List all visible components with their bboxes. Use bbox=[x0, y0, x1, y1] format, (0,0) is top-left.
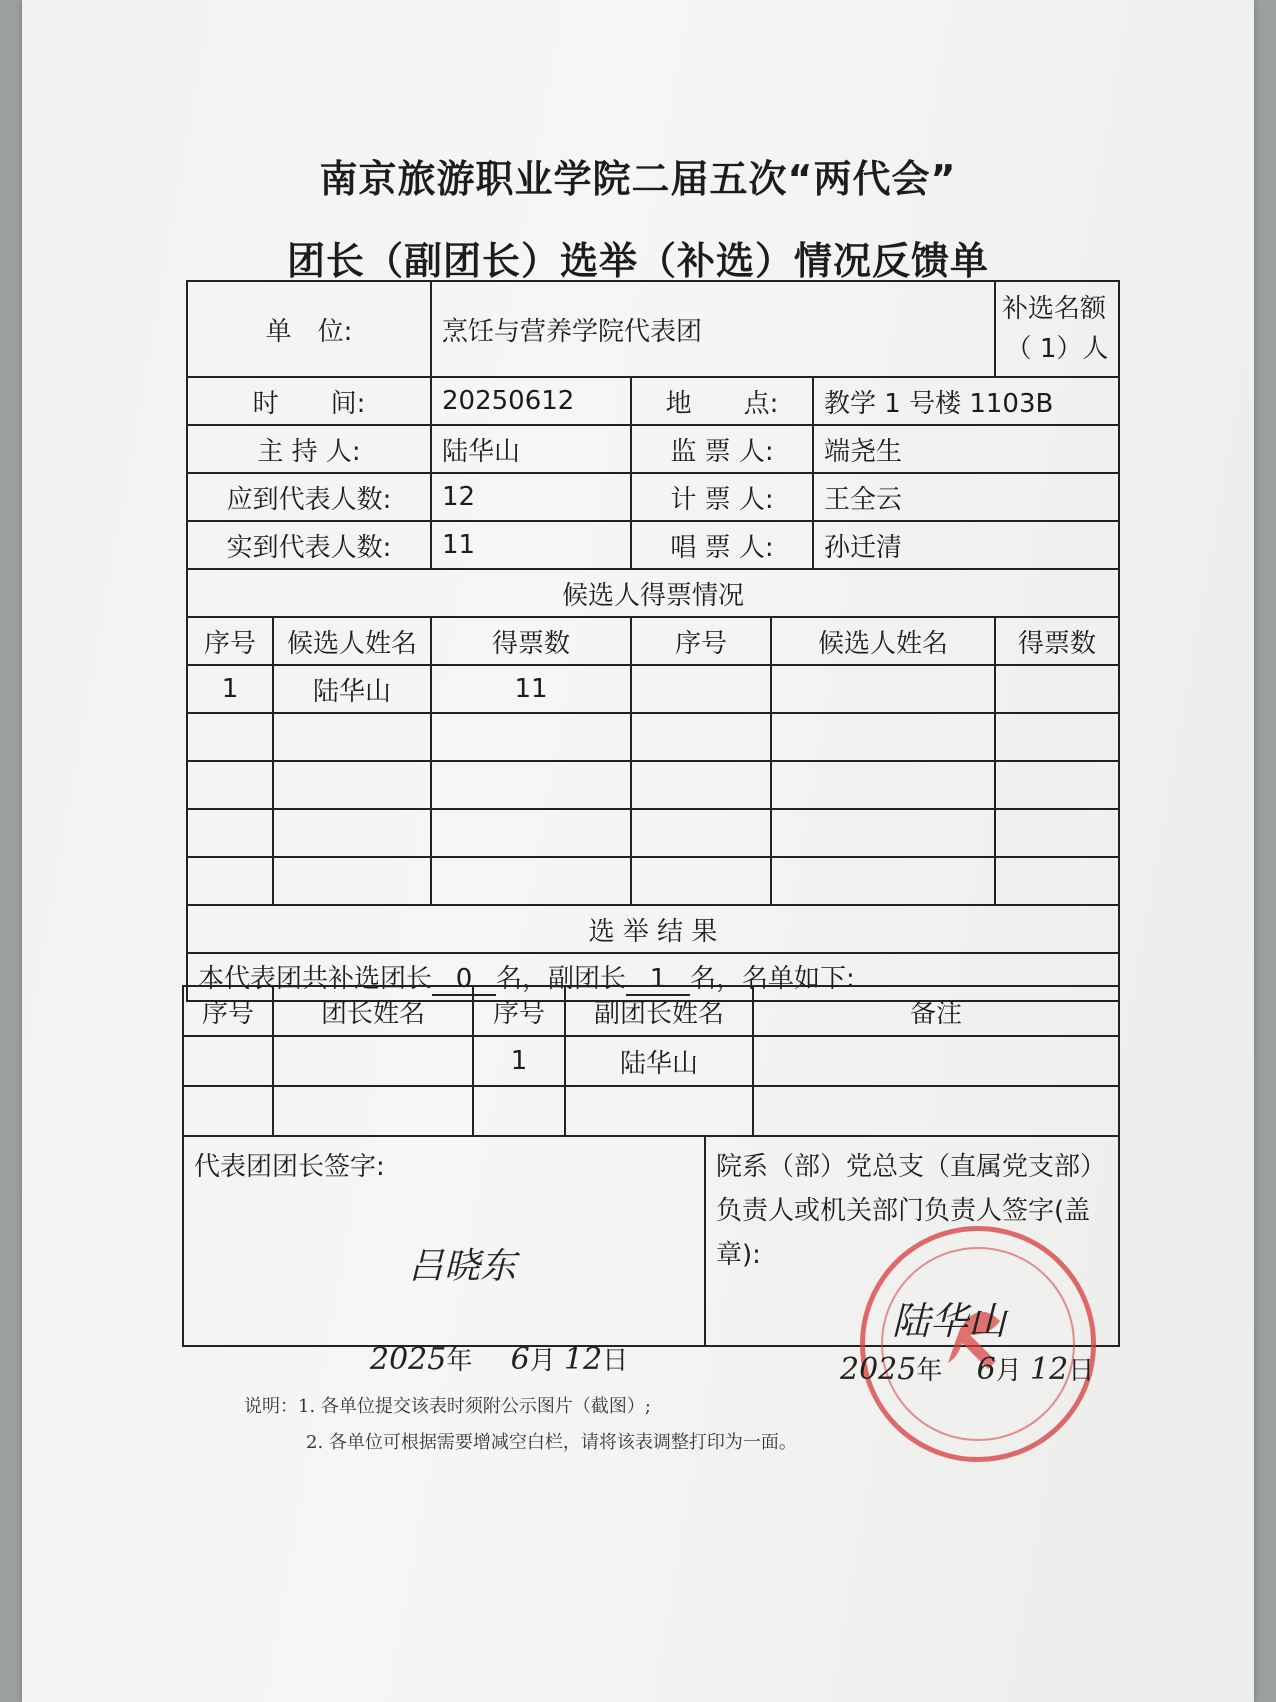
summary-prefix: 本代表团共补选团长 bbox=[198, 964, 433, 994]
counter-value: 王全云 bbox=[813, 473, 1119, 521]
vote-cell bbox=[631, 665, 771, 713]
votes-header: 得票数 bbox=[431, 617, 631, 665]
document-page bbox=[22, 0, 1254, 1702]
quota-cell bbox=[995, 281, 1119, 377]
month-char: 月 bbox=[529, 1346, 556, 1376]
date-year: 2025 bbox=[840, 1352, 917, 1387]
votes-header: 候选人姓名 bbox=[273, 617, 431, 665]
caller-value: 孙迁清 bbox=[813, 521, 1119, 569]
time-label: 时 间: bbox=[187, 377, 431, 425]
deputy-count: 1 bbox=[626, 964, 690, 996]
election-form-table bbox=[186, 280, 1120, 1002]
host-value: 陆华山 bbox=[431, 425, 631, 473]
date-month: 6 bbox=[510, 1342, 530, 1377]
date-day: 12 bbox=[1030, 1352, 1069, 1387]
result-header: 序号 bbox=[473, 986, 565, 1036]
table-row bbox=[187, 761, 1119, 809]
result-header: 团长姓名 bbox=[273, 986, 473, 1036]
date-month: 6 bbox=[976, 1352, 996, 1387]
party-signature: 陆华山 bbox=[892, 1299, 1007, 1343]
vote-cell bbox=[995, 665, 1119, 713]
table-row bbox=[187, 809, 1119, 857]
result-header: 备注 bbox=[753, 986, 1119, 1036]
summary-mid: 名，副团长 bbox=[496, 964, 627, 994]
quota-label: 补选名额 bbox=[1002, 294, 1107, 324]
leader-signature: 吕晓东 bbox=[408, 1246, 517, 1287]
result-cell bbox=[183, 1036, 273, 1086]
date-year: 2025 bbox=[370, 1342, 447, 1377]
monitor-label: 监 票 人: bbox=[631, 425, 813, 473]
leader-signature-label: 代表团团长签字: bbox=[194, 1152, 385, 1182]
result-section-title: 选 举 结 果 bbox=[187, 905, 1119, 953]
table-row bbox=[187, 665, 1119, 713]
party-signature-label: 院系（部）党总支（直属党支部）负责人或机关部门负责人签字(盖章): bbox=[716, 1152, 1094, 1270]
table-row bbox=[183, 1086, 1119, 1136]
vote-cell: 11 bbox=[431, 665, 631, 713]
expected-label: 应到代表人数: bbox=[187, 473, 431, 521]
result-cell: 1 bbox=[473, 1036, 565, 1086]
votes-header: 得票数 bbox=[995, 617, 1119, 665]
table-row bbox=[187, 713, 1119, 761]
time-value: 20250612 bbox=[431, 377, 631, 425]
counter-label: 计 票 人: bbox=[631, 473, 813, 521]
document-subtitle: 团长（副团长）选举（补选）情况反馈单 bbox=[286, 239, 989, 283]
vote-cell bbox=[771, 665, 995, 713]
note-line-2: 2. 各单位可根据需要增减空白栏，请将该表调整打印为一面。 bbox=[306, 1432, 797, 1453]
year-char: 年 bbox=[916, 1356, 943, 1386]
party-sign-date bbox=[840, 1350, 1094, 1387]
result-header: 序号 bbox=[183, 986, 273, 1036]
leader-sign-date bbox=[370, 1340, 628, 1377]
votes-header: 序号 bbox=[631, 617, 771, 665]
note-line-1: 说明：1. 各单位提交该表时须附公示图片（截图）; bbox=[244, 1396, 651, 1417]
votes-header: 候选人姓名 bbox=[771, 617, 995, 665]
monitor-value: 端尧生 bbox=[813, 425, 1119, 473]
place-label: 地 点: bbox=[631, 377, 813, 425]
result-cell bbox=[273, 1036, 473, 1086]
summary-suffix: 名，名单如下: bbox=[690, 964, 855, 994]
result-cell: 陆华山 bbox=[565, 1036, 753, 1086]
votes-section-title: 候选人得票情况 bbox=[187, 569, 1119, 617]
day-char: 日 bbox=[1068, 1356, 1095, 1386]
actual-label: 实到代表人数: bbox=[187, 521, 431, 569]
quota-value: （ 1）人 bbox=[1005, 334, 1109, 364]
host-label: 主 持 人: bbox=[187, 425, 431, 473]
place-value: 教学 1 号楼 1103B bbox=[813, 377, 1119, 425]
month-char: 月 bbox=[995, 1356, 1022, 1386]
caller-label: 唱 票 人: bbox=[631, 521, 813, 569]
unit-value: 烹饪与营养学院代表团 bbox=[431, 281, 995, 377]
actual-value: 11 bbox=[431, 521, 631, 569]
table-row bbox=[183, 1036, 1119, 1086]
unit-label: 单 位: bbox=[187, 281, 431, 377]
leader-count: 0 bbox=[432, 964, 496, 996]
day-char: 日 bbox=[602, 1346, 629, 1376]
document-title: 南京旅游职业学院二届五次“两代会” bbox=[319, 157, 957, 201]
vote-cell: 陆华山 bbox=[273, 665, 431, 713]
table-row bbox=[187, 857, 1119, 905]
year-char: 年 bbox=[446, 1346, 473, 1376]
result-cell bbox=[753, 1036, 1119, 1086]
votes-header: 序号 bbox=[187, 617, 273, 665]
date-day: 12 bbox=[564, 1342, 603, 1377]
vote-cell: 1 bbox=[187, 665, 273, 713]
expected-value: 12 bbox=[431, 473, 631, 521]
result-header: 副团长姓名 bbox=[565, 986, 753, 1036]
